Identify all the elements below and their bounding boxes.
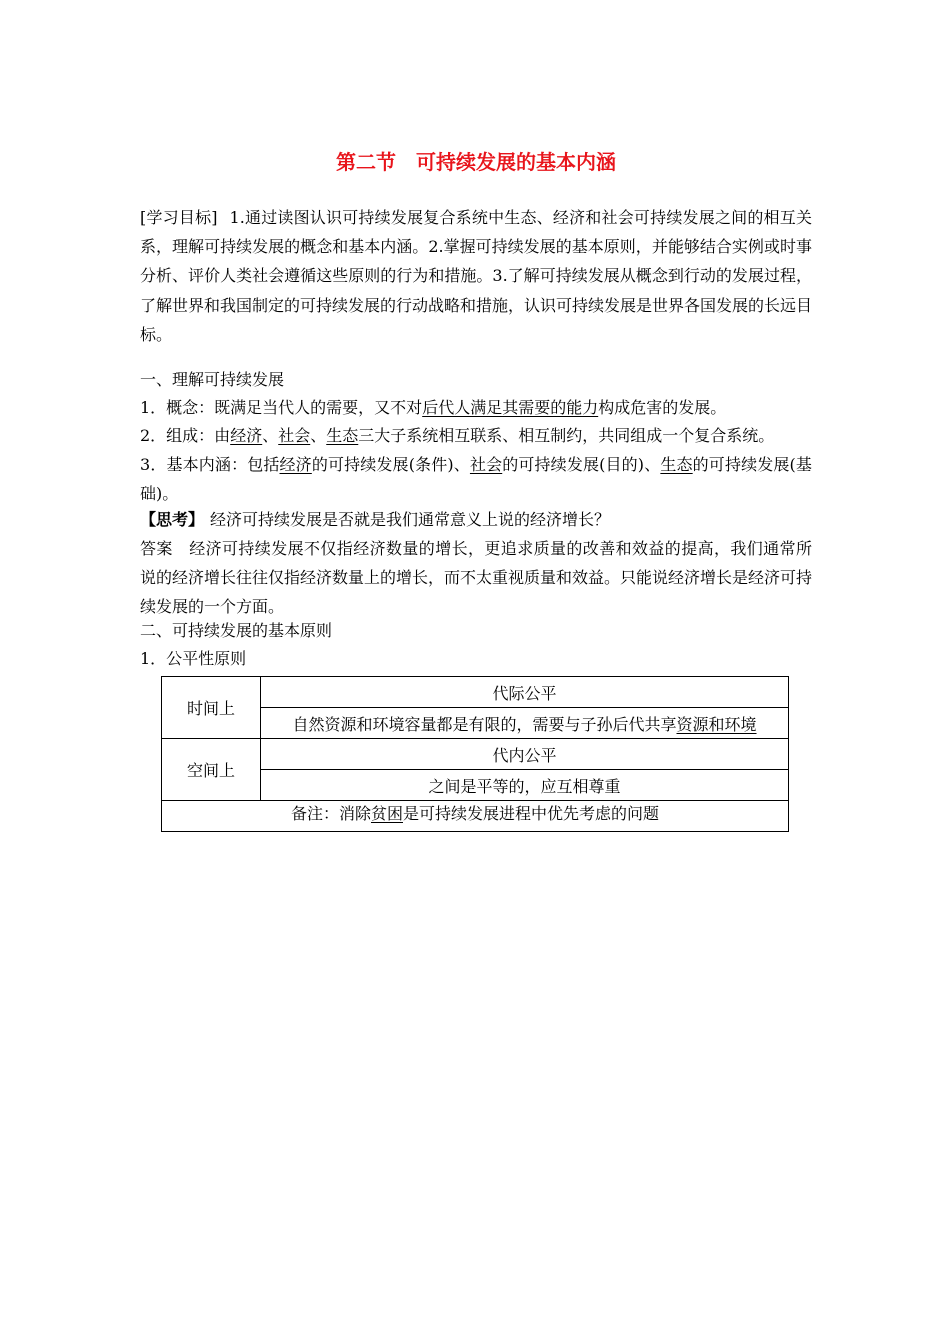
table-row xyxy=(162,801,789,832)
answer-ecology-2: 生态 xyxy=(660,455,693,474)
answer-society: 社会 xyxy=(278,426,311,445)
think-answer: 答案 经济可持续发展不仅指经济数量的增长，更追求质量的改善和效益的提高，我们通常所说的经济增长往往仅指经济数量上的增长，而不太重视质量和效益。只能说经济增长是经济可持续发展的一个方面。 xyxy=(140,539,813,616)
page-title: 第二节 可持续发展的基本内涵 xyxy=(336,150,616,174)
time-label: 时间上 xyxy=(162,677,261,739)
composition-item: 2．组成：由经济、社会、生态三大子系统相互联系、相互制约，共同组成一个复合系统。 xyxy=(140,426,775,445)
objectives-text: 1.通过读图认识可持续发展复合系统中生态、经济和社会可持续发展之间的相互关系，理解可持续发展的概念和基本内涵。2.掌握可持续发展的基本原则，并能够结合实例或时事分析、评价人类社会遵循这些原则的行为和措施。3.了解可持续发展从概念到行动的发展过程，了解世界和我国制定的可持续发展的行动战略和措施，认识可持续发展是世界各国发展的长远目标。 xyxy=(140,208,813,344)
concept-answer: 后代人满足其需要的能力 xyxy=(422,398,599,417)
concept-item: 1．概念：既满足当代人的需要，又不对后代人满足其需要的能力构成危害的发展。 xyxy=(140,398,727,417)
section1-heading: 一、理解可持续发展 xyxy=(140,370,285,389)
answer-society-2: 社会 xyxy=(469,455,503,474)
answer-economy-2: 经济 xyxy=(279,455,312,474)
answer-economy: 经济 xyxy=(230,426,263,445)
space-label: 空间上 xyxy=(162,739,261,801)
fairness-table xyxy=(161,676,789,832)
section2-heading: 二、可持续发展的基本原则 xyxy=(140,621,333,640)
answer-ecology: 生态 xyxy=(326,426,359,445)
connotation-item: 3．基本内涵：包括经济的可持续发展(条件)、社会的可持续发展(目的)、生态的可持续发展(基础)。 xyxy=(140,455,812,503)
intergenerational-title: 代际公平 xyxy=(261,677,789,708)
answer-resources: 资源和环境 xyxy=(676,714,757,734)
intergenerational-desc: 自然资源和环境容量都是有限的，需要与子孙后代共享资源和环境 xyxy=(261,708,789,739)
intragenerational-desc: 之间是平等的，应互相尊重 xyxy=(261,770,789,801)
answer-poverty: 贫困 xyxy=(370,804,403,823)
objectives-label: [学习目标] xyxy=(140,208,218,227)
intragenerational-title: 代内公平 xyxy=(261,739,789,770)
table-note: 备注：消除贫困是可持续发展进程中优先考虑的问题 xyxy=(162,801,789,832)
table-row xyxy=(162,739,789,770)
table-row xyxy=(162,677,789,708)
answer-label: 答案 xyxy=(140,539,173,558)
think-label: 【思考】 xyxy=(140,510,205,529)
think-question: 【思考】 经济可持续发展是否就是我们通常意义上说的经济增长？ xyxy=(140,510,611,529)
fairness-principle: 1．公平性原则 xyxy=(140,649,247,668)
learning-objectives xyxy=(140,203,812,349)
